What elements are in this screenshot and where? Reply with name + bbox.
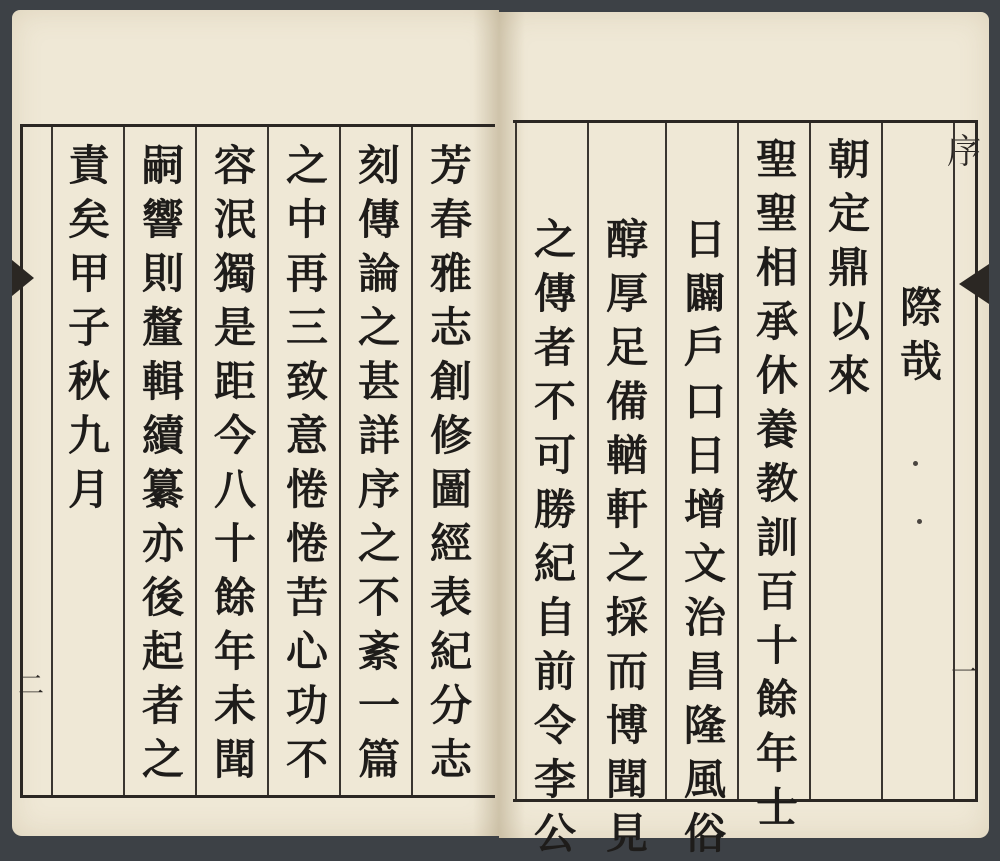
- character: 是: [213, 303, 256, 352]
- character: 亦: [141, 519, 184, 568]
- character: 餘: [755, 675, 798, 724]
- character: 之: [285, 141, 328, 190]
- text-column-6: [525, 213, 585, 861]
- character: 志: [429, 735, 472, 784]
- column-rule: [51, 127, 53, 795]
- character: 博: [605, 701, 648, 750]
- character: 月: [67, 465, 110, 514]
- character: 苦: [285, 573, 328, 622]
- character: 令: [533, 701, 576, 750]
- text-column-4: [205, 139, 265, 787]
- column-rule: [953, 123, 955, 799]
- character: 以: [827, 297, 870, 346]
- character: 責: [67, 141, 110, 190]
- character: 纂: [141, 465, 184, 514]
- left-page: [12, 10, 499, 836]
- character: 十: [213, 519, 256, 568]
- text-column-5: [133, 139, 193, 787]
- character: 未: [213, 681, 256, 730]
- text-column-6: [59, 139, 119, 517]
- text-column-5: [597, 213, 657, 861]
- character: 傳: [533, 269, 576, 318]
- character: 響: [141, 195, 184, 244]
- character: 之: [533, 215, 576, 264]
- column-rule: [809, 123, 811, 799]
- character: 不: [357, 573, 400, 622]
- character: 養: [755, 405, 798, 454]
- character: 風: [683, 755, 726, 804]
- character: 表: [429, 573, 472, 622]
- character: 文: [683, 539, 726, 588]
- character: 則: [141, 249, 184, 298]
- character: 修: [429, 411, 472, 460]
- character: 篇: [357, 735, 400, 784]
- character: 十: [755, 621, 798, 670]
- character: 日: [683, 431, 726, 480]
- character: 甚: [357, 357, 400, 406]
- text-column-2: [819, 133, 879, 403]
- character: 創: [429, 357, 472, 406]
- character: 朝: [827, 135, 870, 184]
- character: 昌: [683, 647, 726, 696]
- column-rule: [195, 127, 197, 795]
- column-rule: [515, 123, 517, 799]
- character: 九: [67, 411, 110, 460]
- column-rule: [339, 127, 341, 795]
- character: 春: [429, 195, 472, 244]
- character: 闢: [683, 269, 726, 318]
- character: 八: [213, 465, 256, 514]
- character: 聞: [213, 735, 256, 784]
- character: 休: [755, 351, 798, 400]
- character: 際: [899, 283, 942, 332]
- character: 序: [357, 465, 400, 514]
- character: 而: [605, 647, 648, 696]
- column-rule: [587, 123, 589, 799]
- character: 增: [683, 485, 726, 534]
- character: 功: [285, 681, 328, 730]
- character: 軒: [605, 485, 648, 534]
- text-column-2: [349, 139, 409, 787]
- character: 百: [755, 567, 798, 616]
- character: 教: [755, 459, 798, 508]
- text-column-3: [277, 139, 337, 787]
- character: 定: [827, 189, 870, 238]
- column-rule: [881, 123, 883, 799]
- character: 論: [357, 249, 400, 298]
- character: 承: [755, 297, 798, 346]
- page-number: 一: [950, 658, 977, 688]
- character: 距: [213, 357, 256, 406]
- character: 者: [533, 323, 576, 372]
- character: 者: [141, 681, 184, 730]
- character: 厚: [605, 269, 648, 318]
- character: 不: [533, 377, 576, 426]
- character: 年: [755, 729, 798, 778]
- character: 聖: [755, 135, 798, 184]
- character: 之: [605, 539, 648, 588]
- character: 李: [533, 755, 576, 804]
- character: 之: [357, 519, 400, 568]
- character: 前: [533, 647, 576, 696]
- character: 輯: [141, 357, 184, 406]
- character: 起: [141, 627, 184, 676]
- character: 聖: [755, 189, 798, 238]
- text-column-1: [891, 281, 951, 389]
- character: 三: [285, 303, 328, 352]
- page-number: 二: [18, 671, 45, 701]
- character: 惓: [285, 519, 328, 568]
- character: 之: [357, 303, 400, 352]
- character: 心: [285, 627, 328, 676]
- character: 餘: [213, 573, 256, 622]
- character: 圖: [429, 465, 472, 514]
- text-frame-right: [513, 120, 978, 858]
- text-frame-left: [20, 124, 495, 798]
- character: 傳: [357, 195, 400, 244]
- text-column-1: [421, 139, 481, 787]
- character: 公: [533, 809, 576, 858]
- character: 經: [429, 519, 472, 568]
- character: 續: [141, 411, 184, 460]
- character: 後: [141, 573, 184, 622]
- character: 治: [683, 593, 726, 642]
- character: 釐: [141, 303, 184, 352]
- character: 雅: [429, 249, 472, 298]
- character: 意: [285, 411, 328, 460]
- character: 芳: [429, 141, 472, 190]
- character: 俗: [683, 809, 726, 858]
- character: 訓: [755, 513, 798, 562]
- character: 足: [605, 323, 648, 372]
- character: 甲: [67, 249, 110, 298]
- character: 可: [533, 431, 576, 480]
- character: 備: [605, 377, 648, 426]
- character: 一: [357, 681, 400, 730]
- character: 自: [533, 593, 576, 642]
- character: 詳: [357, 411, 400, 460]
- character: 紀: [533, 539, 576, 588]
- character: 見: [605, 809, 648, 858]
- text-column-3: [747, 133, 807, 835]
- character: 口: [683, 377, 726, 426]
- column-rule: [123, 127, 125, 795]
- character: 刻: [357, 141, 400, 190]
- character: 分: [429, 681, 472, 730]
- punctuation-dot: [913, 461, 918, 466]
- character: 輶: [605, 431, 648, 480]
- character: 勝: [533, 485, 576, 534]
- character: 醇: [605, 215, 648, 264]
- character: 來: [827, 351, 870, 400]
- character: 嗣: [141, 141, 184, 190]
- character: 之: [141, 735, 184, 784]
- column-rule: [411, 127, 413, 795]
- column-rule: [737, 123, 739, 799]
- character: 致: [285, 357, 328, 406]
- character: 志: [429, 303, 472, 352]
- character: 日: [683, 215, 726, 264]
- character: 不: [285, 735, 328, 784]
- right-page: [499, 12, 989, 858]
- character: 再: [285, 249, 328, 298]
- character: 鼎: [827, 243, 870, 292]
- character: 採: [605, 593, 648, 642]
- character: 相: [755, 243, 798, 292]
- punctuation-dot: [917, 519, 922, 524]
- character: 聞: [605, 755, 648, 804]
- column-rule: [665, 123, 667, 799]
- character: 惓: [285, 465, 328, 514]
- character: 紀: [429, 627, 472, 676]
- character: 中: [285, 195, 328, 244]
- section-title: 序: [947, 132, 981, 172]
- character: 紊: [357, 627, 400, 676]
- character: 戶: [683, 323, 726, 372]
- character: 哉: [899, 337, 942, 386]
- character: 年: [213, 627, 256, 676]
- character: 子: [67, 303, 110, 352]
- column-rule: [267, 127, 269, 795]
- text-column-4: [675, 213, 735, 861]
- character: 矣: [67, 195, 110, 244]
- character: 獨: [213, 249, 256, 298]
- character: 秋: [67, 357, 110, 406]
- character: 容: [213, 141, 256, 190]
- character: 泯: [213, 195, 256, 244]
- character: 今: [213, 411, 256, 460]
- character: 隆: [683, 701, 726, 750]
- character: 士: [755, 783, 798, 832]
